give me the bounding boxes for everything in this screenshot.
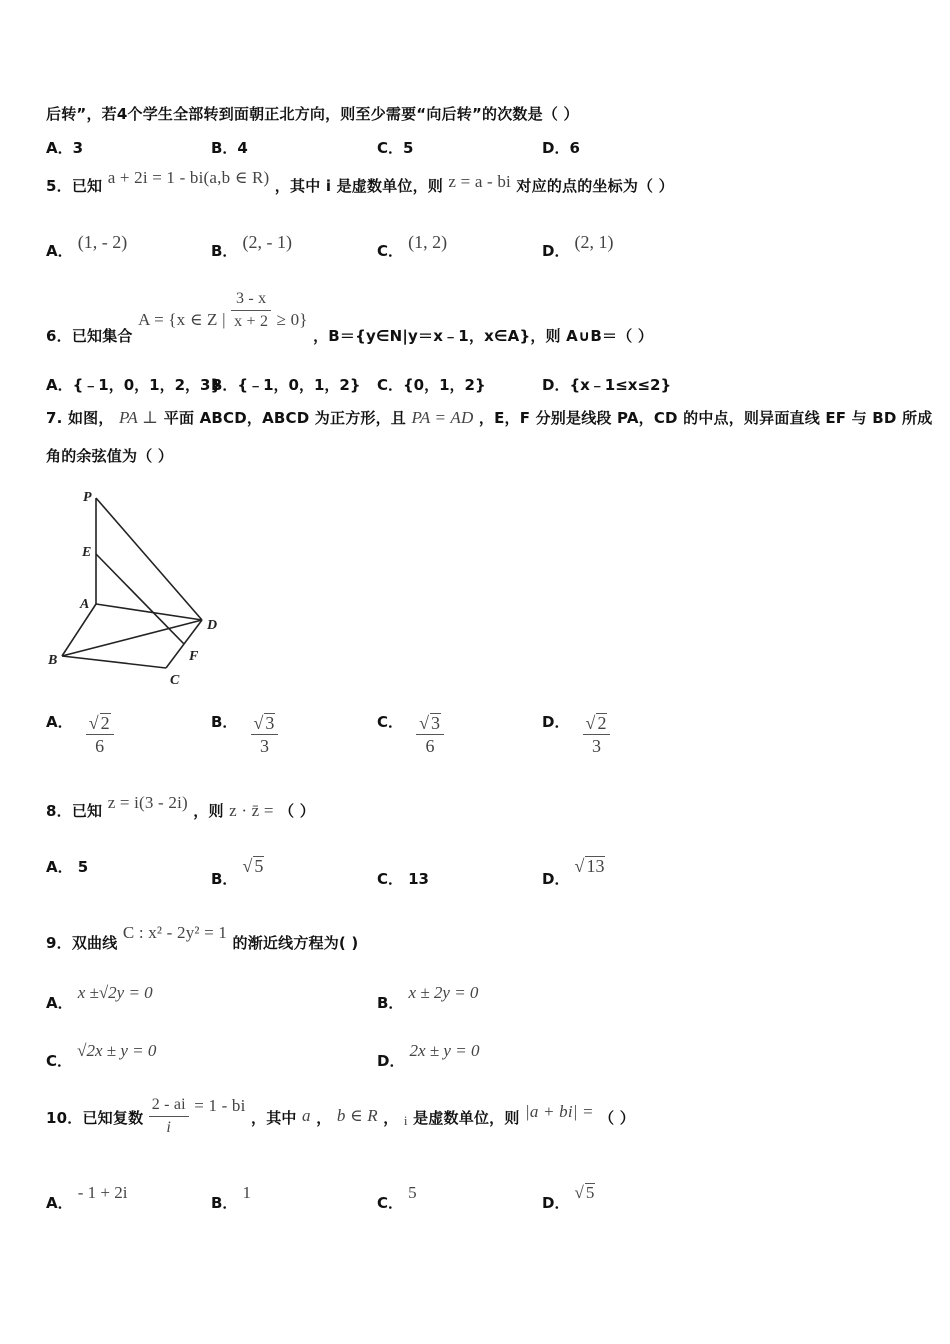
q10-comma: ， (316, 1109, 332, 1127)
q7-pa-perp: PA ⊥ (119, 408, 159, 427)
q6-set-a-left: A = {x ∈ Z | (138, 310, 226, 329)
q8-option-d-value: 13 (586, 856, 605, 876)
label-b: B (48, 653, 58, 668)
edge-ad (96, 604, 202, 620)
q4-line: 后转”，若4个学生全部转到面朝正北方向，则至少需要“向后转”的次数是（ ） (46, 105, 579, 123)
q6-option-a: A．{﹣1，0，1，2，3} (46, 376, 222, 394)
q5-stem (46, 168, 674, 196)
q6-option-b: B．{﹣1，0，1，2} (211, 376, 361, 394)
q10-var-b: b ∈ R (336, 1106, 378, 1125)
q8-option-a-value: 5 (77, 858, 89, 876)
q10-prefix: 10．已知复数 (46, 1109, 144, 1127)
q10-option-c (377, 1182, 417, 1212)
q6-fraction (231, 288, 271, 333)
q8-option-b-letter: B． (211, 870, 238, 888)
q7-option-b-letter: B． (211, 713, 238, 731)
q10-option-b-value: 1 (242, 1183, 252, 1202)
q8-middle: ，则 (193, 802, 224, 820)
q10-frac-num: 2 - ai (149, 1094, 189, 1117)
q8-option-c-value: 13 (408, 870, 429, 888)
q9-option-c-letter: C． (46, 1052, 73, 1070)
q9-prefix: 9．双曲线 (46, 934, 118, 952)
q7-option-b-den: 3 (259, 736, 269, 756)
q7-pa-eq: PA = AD (411, 408, 474, 427)
q7-line1-b: 平面 ABCD，ABCD 为正方形，且 (163, 409, 406, 427)
q9-option-b-letter: B． (377, 994, 404, 1012)
q9-option-a-letter: A． (46, 994, 73, 1012)
q8-option-a (46, 856, 88, 877)
q5-option-a-value: (1, - 2) (77, 232, 128, 252)
edge-ef (96, 554, 184, 644)
q10-option-c-value: 5 (408, 1183, 417, 1202)
q10-eq: = 1 - bi (194, 1096, 246, 1115)
q10-i: i (403, 1113, 408, 1128)
q6-stem (46, 288, 654, 345)
q7-option-a-letter: A． (46, 713, 73, 731)
q7-option-b-num: 3 (265, 713, 275, 733)
q6-prefix: 6．已知集合 (46, 327, 133, 345)
q5-middle: ，其中 i 是虚数单位，则 (274, 177, 443, 195)
q6-option-c: C．{0，1，2} (377, 376, 486, 394)
q6-frac-den: x + 2 (234, 313, 269, 330)
q5-option-a-letter: A． (46, 242, 73, 260)
q6-frac-num: 3 - x (231, 288, 271, 311)
q9-option-a-value: x ±√2y = 0 (77, 983, 153, 1002)
q5-option-d-letter: D． (542, 242, 570, 260)
q8-prefix: 8．已知 (46, 802, 103, 820)
q7-option-c-num: 3 (431, 713, 440, 733)
q9-option-b-value: x ± 2y = 0 (408, 983, 479, 1002)
q5-option-c-value: (1, 2) (408, 232, 448, 252)
q10-option-d-letter: D． (542, 1194, 570, 1212)
q7-option-d: D． $\frac{√ 2}{3}$ (542, 712, 610, 757)
q8-option-d: D． √ 13 (542, 856, 605, 888)
q10-option-b (211, 1182, 252, 1212)
q5-given: a + 2i = 1 - bi(a,b ∈ R) (107, 168, 270, 187)
q5-option-a (46, 232, 128, 260)
label-a: A (80, 597, 90, 612)
pyramid-figure (40, 484, 230, 700)
q8-option-c (377, 856, 429, 888)
label-p: P (83, 490, 92, 505)
q4-option-b: B．4 (211, 139, 248, 157)
q10-frac-den: i (166, 1119, 172, 1136)
q8-stem (46, 793, 315, 821)
q7-option-d-num: 2 (597, 713, 607, 733)
q7-line1-a: 7. 如图， (46, 409, 114, 427)
q10-middle3: 是虚数单位，则 (413, 1109, 520, 1127)
q7-option-c: C． $\frac{√ 3}{6}$ (377, 712, 444, 757)
q5-suffix: 对应的点的坐标为（ ） (516, 177, 674, 195)
q8-option-c-letter: C． (377, 870, 404, 888)
q7-option-c-den: 6 (425, 736, 435, 756)
q10-stem (46, 1094, 635, 1139)
q6-set-a-right: ≥ 0} (276, 310, 308, 329)
q5-option-b (211, 232, 293, 260)
q7-option-c-letter: C． (377, 713, 404, 731)
q7-option-a-num: 2 (100, 713, 110, 733)
q10-option-d: D． √ 5 (542, 1183, 595, 1212)
q7-line2: 角的余弦值为（ ） (46, 447, 174, 465)
q4-option-a: A．3 (46, 139, 84, 157)
q7-option-b: B． $\frac{√ 3}{3}$ (211, 712, 278, 757)
q9-suffix: 的渐近线方程为( ) (232, 934, 359, 952)
edge-bc (62, 656, 166, 668)
q5-z-expr: z = a - bi (448, 172, 511, 191)
q9-curve: C : x² - 2y² = 1 (122, 923, 228, 942)
q8-suffix: （ ） (279, 802, 315, 820)
q9-option-c-value: √2x ± y = 0 (77, 1041, 157, 1060)
q8-option-d-letter: D． (542, 870, 570, 888)
label-e: E (82, 545, 92, 560)
q7-line1 (46, 407, 932, 428)
q6-option-d: D．{x﹣1≤x≤2} (542, 376, 672, 394)
q10-suffix: （ ） (599, 1109, 635, 1127)
q4-option-d: D．6 (542, 139, 580, 157)
label-d: D (207, 618, 218, 633)
q5-option-b-letter: B． (211, 242, 238, 260)
q5-prefix: 5．已知 (46, 177, 103, 195)
q10-option-c-letter: C． (377, 1194, 404, 1212)
q9-option-d (377, 1040, 480, 1070)
q10-middle2: ， (383, 1109, 399, 1127)
q7-line1-c: ，E，F 分别是线段 PA，CD 的中点，则异面直线 EF 与 BD 所成 (478, 409, 933, 427)
q10-abs: |a + bi| = (524, 1102, 594, 1121)
q8-option-a-letter: A． (46, 858, 73, 876)
label-c: C (170, 673, 180, 688)
q7-option-a: A． $\frac{√ 2}{6}$ (46, 712, 114, 757)
q6-rest: ，B＝{y∈N|y＝x﹣1，x∈A}，则 A∪B＝（ ） (313, 327, 654, 345)
q8-given: z = i(3 - 2i) (107, 793, 188, 812)
q8-option-b: B． √ 5 (211, 856, 264, 888)
q5-option-d-value: (2, 1) (574, 232, 614, 252)
q5-option-b-value: (2, - 1) (242, 232, 293, 252)
q9-option-c (46, 1040, 157, 1070)
q7-option-d-den: 3 (591, 736, 601, 756)
q10-fraction (149, 1094, 189, 1139)
q9-option-a (46, 982, 153, 1012)
q5-option-c (377, 232, 448, 260)
q8-expr: z · z̄ = (229, 801, 274, 820)
label-f: F (189, 649, 199, 664)
q9-option-d-value: 2x ± y = 0 (409, 1041, 480, 1060)
edge-bd (62, 620, 202, 656)
q9-option-b (377, 982, 479, 1012)
q7-option-a-den: 6 (95, 736, 105, 756)
q10-option-a-value: - 1 + 2i (77, 1183, 128, 1202)
q10-middle: ，其中 (251, 1109, 297, 1127)
q8-option-b-value: 5 (254, 856, 264, 876)
q7-option-d-letter: D． (542, 713, 570, 731)
q10-option-a-letter: A． (46, 1194, 73, 1212)
q10-var-a: a (302, 1106, 311, 1125)
q5-option-d (542, 232, 614, 260)
q10-option-d-value: 5 (585, 1183, 595, 1202)
q9-option-d-letter: D． (377, 1052, 405, 1070)
q4-option-c: C．5 (377, 139, 414, 157)
edge-pd (96, 498, 202, 620)
q10-option-a (46, 1182, 128, 1212)
q10-option-b-letter: B． (211, 1194, 238, 1212)
q9-stem (46, 922, 359, 952)
q5-option-c-letter: C． (377, 242, 404, 260)
